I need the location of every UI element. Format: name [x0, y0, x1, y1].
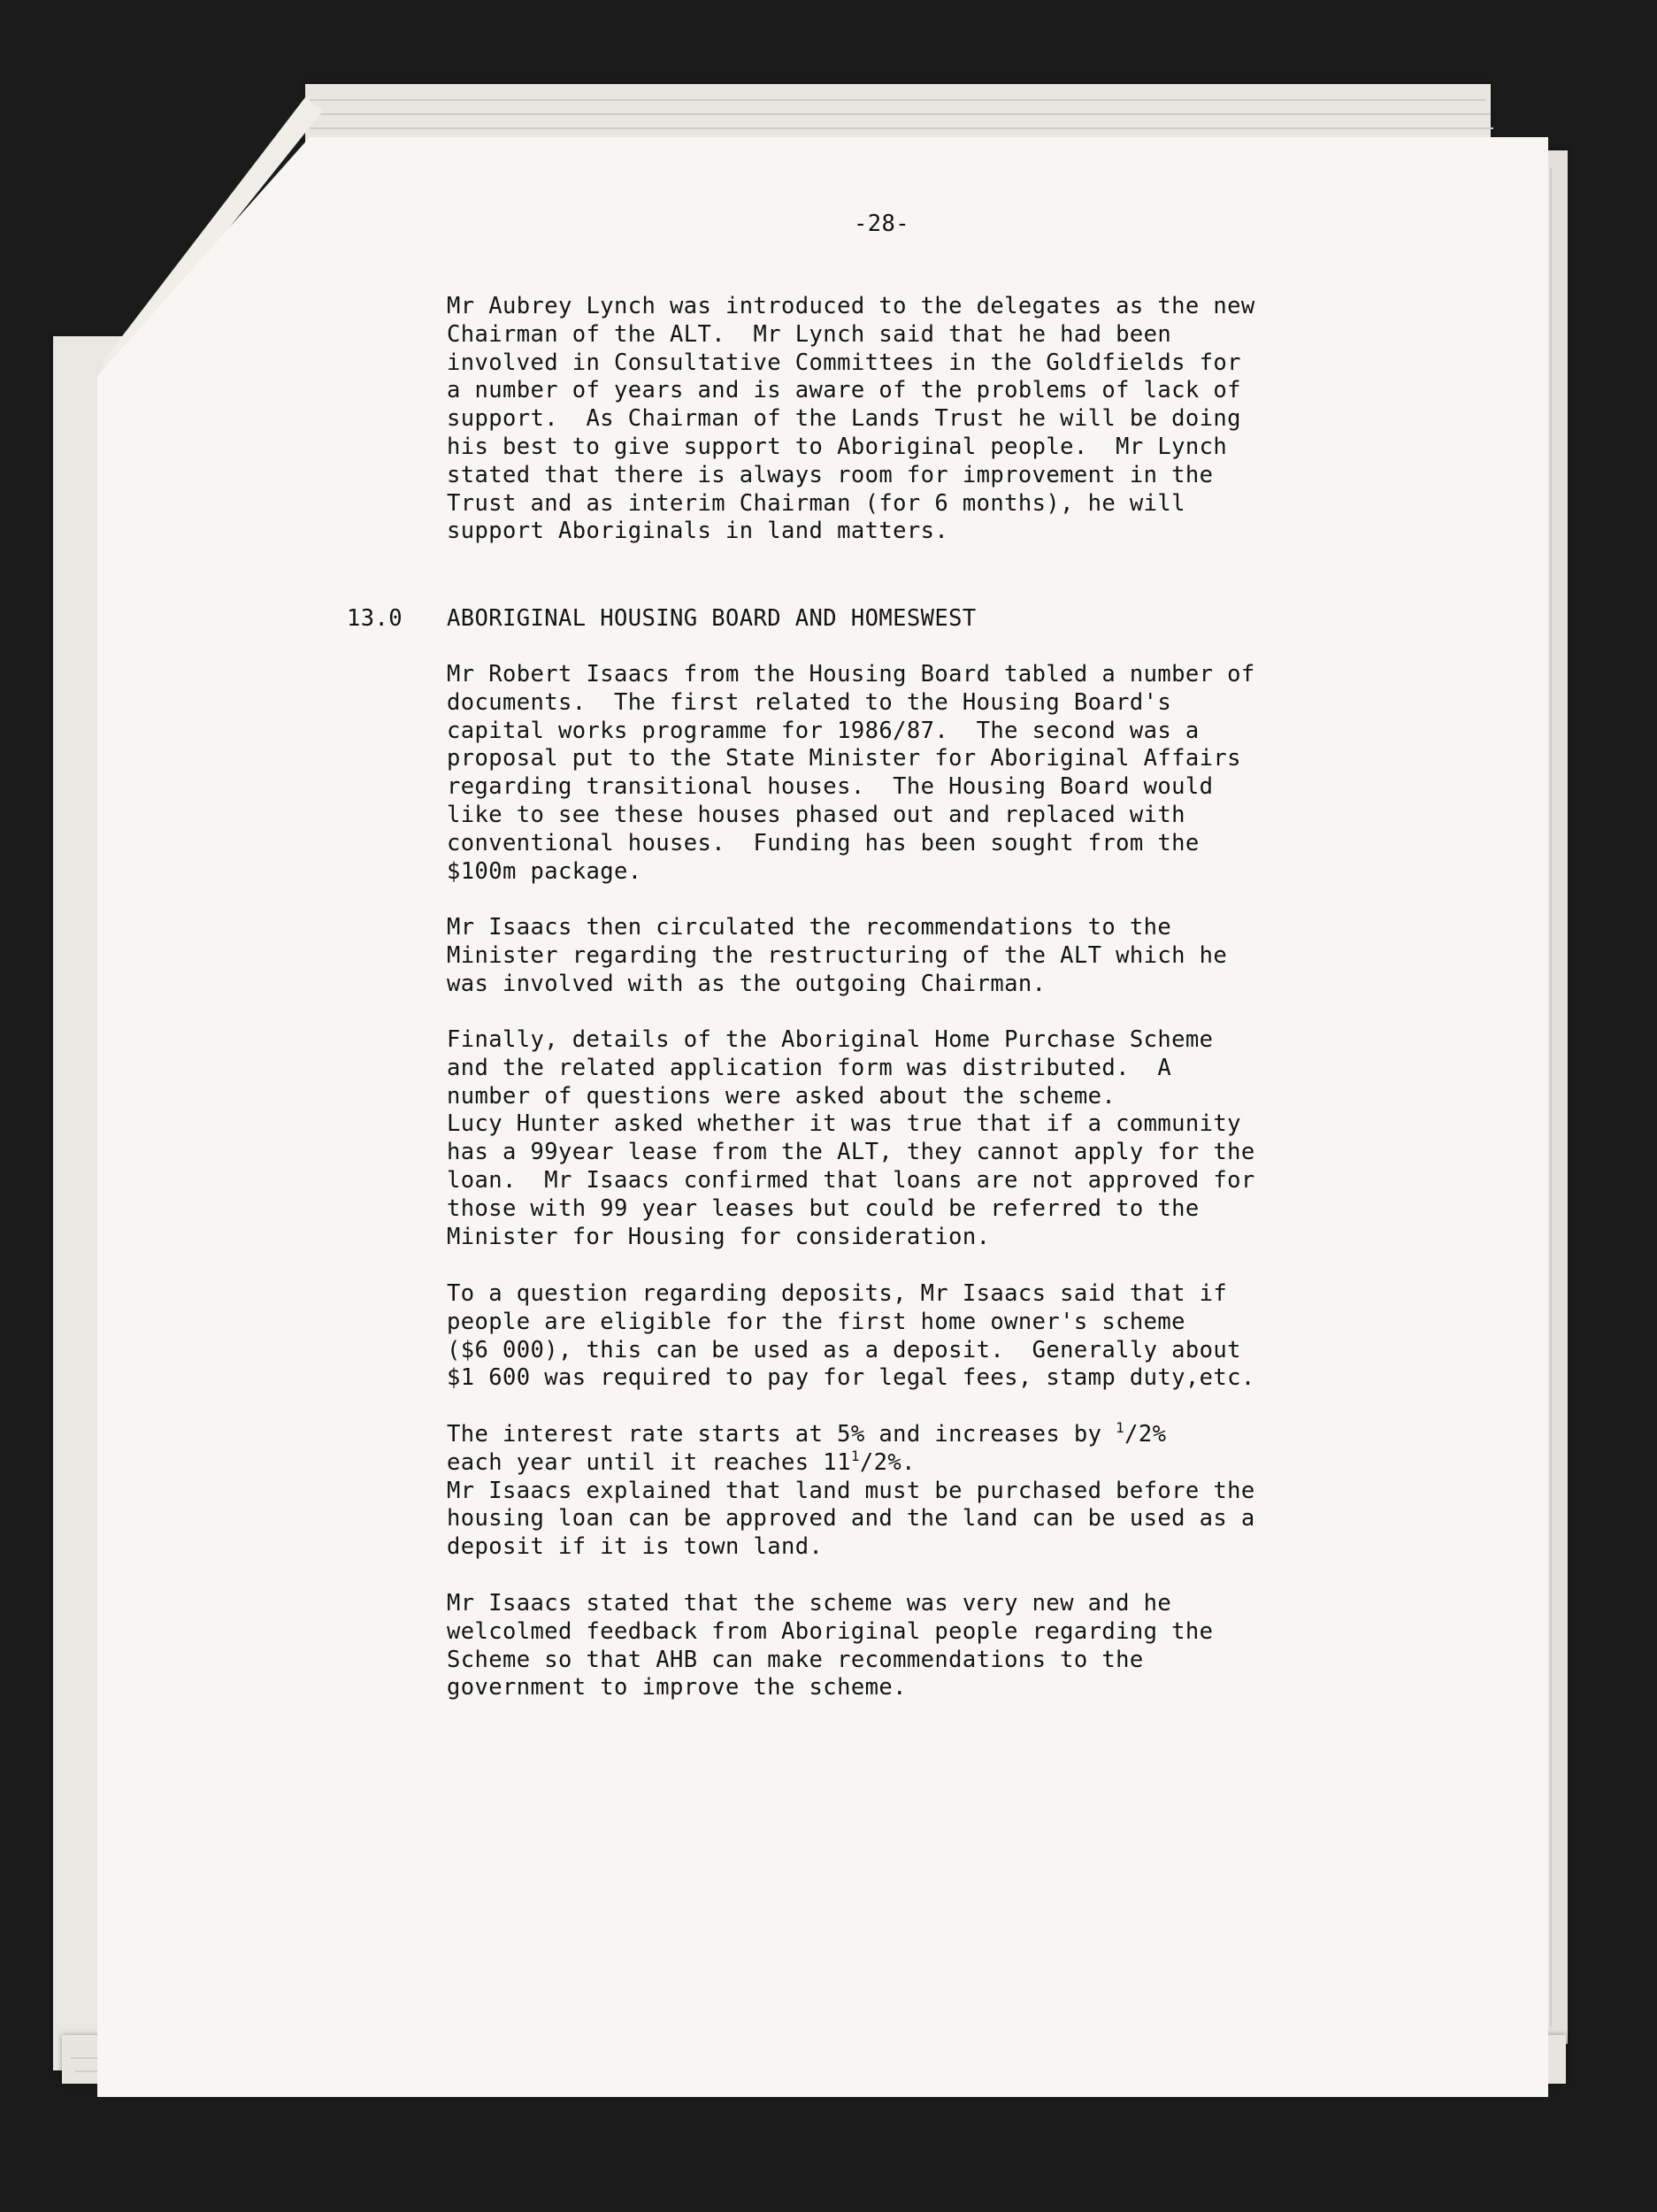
- paragraph-deposits: To a question regarding deposits, Mr Isaacs said that if people are eligible for the first home owner's scheme ($6 000), this can be used as a deposit. Generally about $1 600 was required to pay for legal fees, stamp duty,etc.: [447, 1280, 1255, 1392]
- paragraph-interest-rate: [447, 1421, 1255, 1562]
- interest-line-2-start: each year until it reaches 11: [447, 1448, 851, 1476]
- stacked-sheets-top-edge: [305, 84, 1491, 146]
- interest-line-1-end: /2%: [1124, 1421, 1167, 1448]
- interest-line-1-superscript: 1: [1116, 1419, 1125, 1436]
- section-heading: ABORIGINAL HOUSING BOARD AND HOMESWEST: [447, 605, 977, 632]
- sheet-edge-line: [1550, 168, 1552, 2026]
- interest-line-1-start: The interest rate starts at 5% and increases by: [447, 1421, 1116, 1448]
- land-purchase-text: Mr Isaacs explained that land must be purchased before the housing loan can be approved and the land can be used as a deposit if it is town land.: [447, 1477, 1255, 1561]
- sheet-edge-line: [310, 99, 1486, 101]
- section-number: 13.0: [347, 605, 403, 632]
- paragraph-housing-board-documents: Mr Robert Isaacs from the Housing Board tabled a number of documents. The first related to the Housing Board's capital works programme for 1986/87. The second was a proposal put to the State Minister for Aboriginal Affairs regarding transitional houses. The Housing Board would like to see these houses phased out and replaced with conventional houses. Funding has been sought from the $100m package.: [447, 661, 1255, 885]
- interest-line-2-end: /2%.: [859, 1448, 916, 1476]
- sheet-edge-line: [310, 113, 1491, 115]
- paragraph-aubrey-lynch: Mr Aubrey Lynch was introduced to the delegates as the new Chairman of the ALT. Mr Lynch said that he had been involved in Consultative Committees in the Goldfields for a number of years and is aware of the problems of lack of support. As Chairman of the Lands Trust he will be doing his best to give support to Aboriginal people. Mr Lynch stated that there is always room for improvement in the Trust and as interim Chairman (for 6 months), he will support Aboriginals in land matters.: [447, 293, 1255, 545]
- paragraph-home-purchase-scheme: Finally, details of the Aboriginal Home Purchase Scheme and the related application form was distributed. A number of questions were asked about the scheme. Lucy Hunter asked whether it was true that if a community has a 99year lease from the ALT, they cannot apply for the loan. Mr Isaacs confirmed that loans are not approved for those with 99 year leases but could be referred to the Minister for Housing for consideration.: [447, 1026, 1255, 1250]
- sheet-edge-line: [310, 127, 1493, 129]
- paragraph-recommendations: Mr Isaacs then circulated the recommendations to the Minister regarding the restructuring of the ALT which he was involved with as the outgoing Chairman.: [447, 914, 1228, 997]
- paragraph-scheme-feedback: Mr Isaacs stated that the scheme was very new and he welcolmed feedback from Aboriginal people regarding the Scheme so that AHB can make recommendations to the government to improve the scheme.: [447, 1590, 1214, 1701]
- page-number: -28-: [854, 211, 910, 237]
- interest-line-2-superscript: 1: [850, 1447, 860, 1464]
